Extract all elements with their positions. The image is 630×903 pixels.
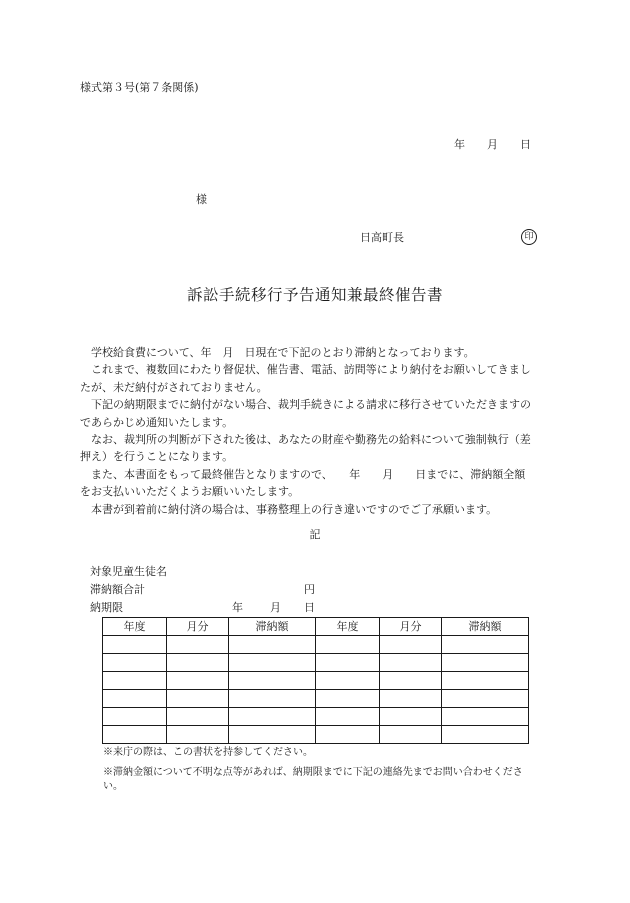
- table-cell: [229, 726, 316, 744]
- table-cell: [167, 636, 229, 654]
- arrears-table: [102, 617, 529, 744]
- table-row: [103, 690, 529, 708]
- header-fiscal-year-1: 年度: [103, 618, 167, 636]
- deadline-year: 年: [232, 601, 243, 614]
- table-cell: [229, 672, 316, 690]
- table-row: [103, 726, 529, 744]
- table-cell: [316, 672, 380, 690]
- paragraph-1: 学校給食費について、年 月 日現在で下記のとおり滞納となっております。: [91, 346, 475, 359]
- table-cell: [167, 708, 229, 726]
- note-inquiries: ※滞納金額について不明な点等があれば、納期限までに下記の連絡先までお問い合わせください。: [103, 767, 523, 792]
- table-cell: [442, 654, 529, 672]
- total-unit: 円: [304, 583, 315, 596]
- table-cell: [167, 690, 229, 708]
- deadline-month: 月: [270, 601, 281, 614]
- header-month-1: 月分: [167, 618, 229, 636]
- table-cell: [442, 636, 529, 654]
- issuer-name: 日高町長: [360, 231, 404, 244]
- total-label: 滞納額合計: [90, 583, 145, 596]
- table-cell: [103, 690, 167, 708]
- table-cell: [380, 690, 442, 708]
- table-cell: [229, 690, 316, 708]
- table-cell: [442, 708, 529, 726]
- paragraph-2: これまで、複数回にわたり督促状、催告書、電話、訪問等により納付をお願いしてきましたが、未だ納付がされておりません。: [80, 363, 531, 394]
- deadline-field: [90, 601, 315, 614]
- table-cell: [103, 636, 167, 654]
- document-title: 訴訟手続移行予告通知兼最終催告書: [186, 286, 443, 304]
- issue-date-year: 年: [454, 138, 465, 151]
- header-fiscal-year-2: 年度: [316, 618, 380, 636]
- table-cell: [442, 726, 529, 744]
- paragraph-6: 本書が到着前に納付済の場合は、事務整理上の行き違いですのでご了承願います。: [91, 502, 498, 516]
- table-cell: [229, 636, 316, 654]
- issue-date-month: 月: [487, 138, 498, 151]
- student-name-label: 対象児童生徒名: [90, 565, 167, 578]
- paragraph-4: なお、裁判所の判断が下された後は、あなたの財産や勤務先の給料について強制執行（差押え）を行うことになります。: [80, 433, 531, 464]
- header-amount-2: 滞納額: [442, 618, 529, 636]
- table-row: [103, 636, 529, 654]
- paragraph-5: また、本書面をもって最終催告となりますので、 年 月 日までに、滞納額全額をお支払いいただくようお願いいたします。: [80, 467, 526, 499]
- table-cell: [103, 726, 167, 744]
- header-month-2: 月分: [380, 618, 442, 636]
- form-number: 様式第３号(第７条関係): [80, 81, 199, 94]
- addressee-suffix: 様: [196, 193, 207, 206]
- header-amount-1: 滞納額: [229, 618, 316, 636]
- table-cell: [316, 690, 380, 708]
- table-row: [103, 672, 529, 690]
- table-row: [103, 708, 529, 726]
- table-cell: [380, 672, 442, 690]
- issue-date: [454, 139, 531, 150]
- seal-mark: 印: [521, 229, 537, 245]
- table-cell: [229, 654, 316, 672]
- issue-date-day: 日: [520, 138, 531, 151]
- student-name-field: [90, 566, 167, 577]
- table-cell: [103, 708, 167, 726]
- table-cell: [442, 672, 529, 690]
- body-paragraphs: [80, 344, 535, 518]
- table-cell: [103, 654, 167, 672]
- table-cell: [316, 708, 380, 726]
- deadline-label: 納期限: [90, 601, 123, 614]
- table-cell: [380, 654, 442, 672]
- table-cell: [442, 690, 529, 708]
- note-bring-letter: ※来庁の際は、この書状を持参してください。: [103, 747, 313, 758]
- table-cell: [229, 708, 316, 726]
- table-row: [103, 654, 529, 672]
- table-cell: [167, 726, 229, 744]
- deadline-day: 日: [304, 601, 315, 614]
- table-cell: [380, 636, 442, 654]
- table-header-row: [103, 618, 529, 636]
- table-cell: [316, 654, 380, 672]
- table-cell: [103, 672, 167, 690]
- table-cell: [167, 654, 229, 672]
- total-field: [90, 583, 315, 596]
- table-cell: [167, 672, 229, 690]
- table-cell: [380, 708, 442, 726]
- ki-heading: 記: [309, 528, 321, 541]
- table-cell: [316, 726, 380, 744]
- table-cell: [380, 726, 442, 744]
- paragraph-3: 下記の納期限までに納付がない場合、裁判手続きによる請求に移行させていただきますのであらかじめ通知いたします。: [80, 398, 531, 429]
- table-cell: [316, 636, 380, 654]
